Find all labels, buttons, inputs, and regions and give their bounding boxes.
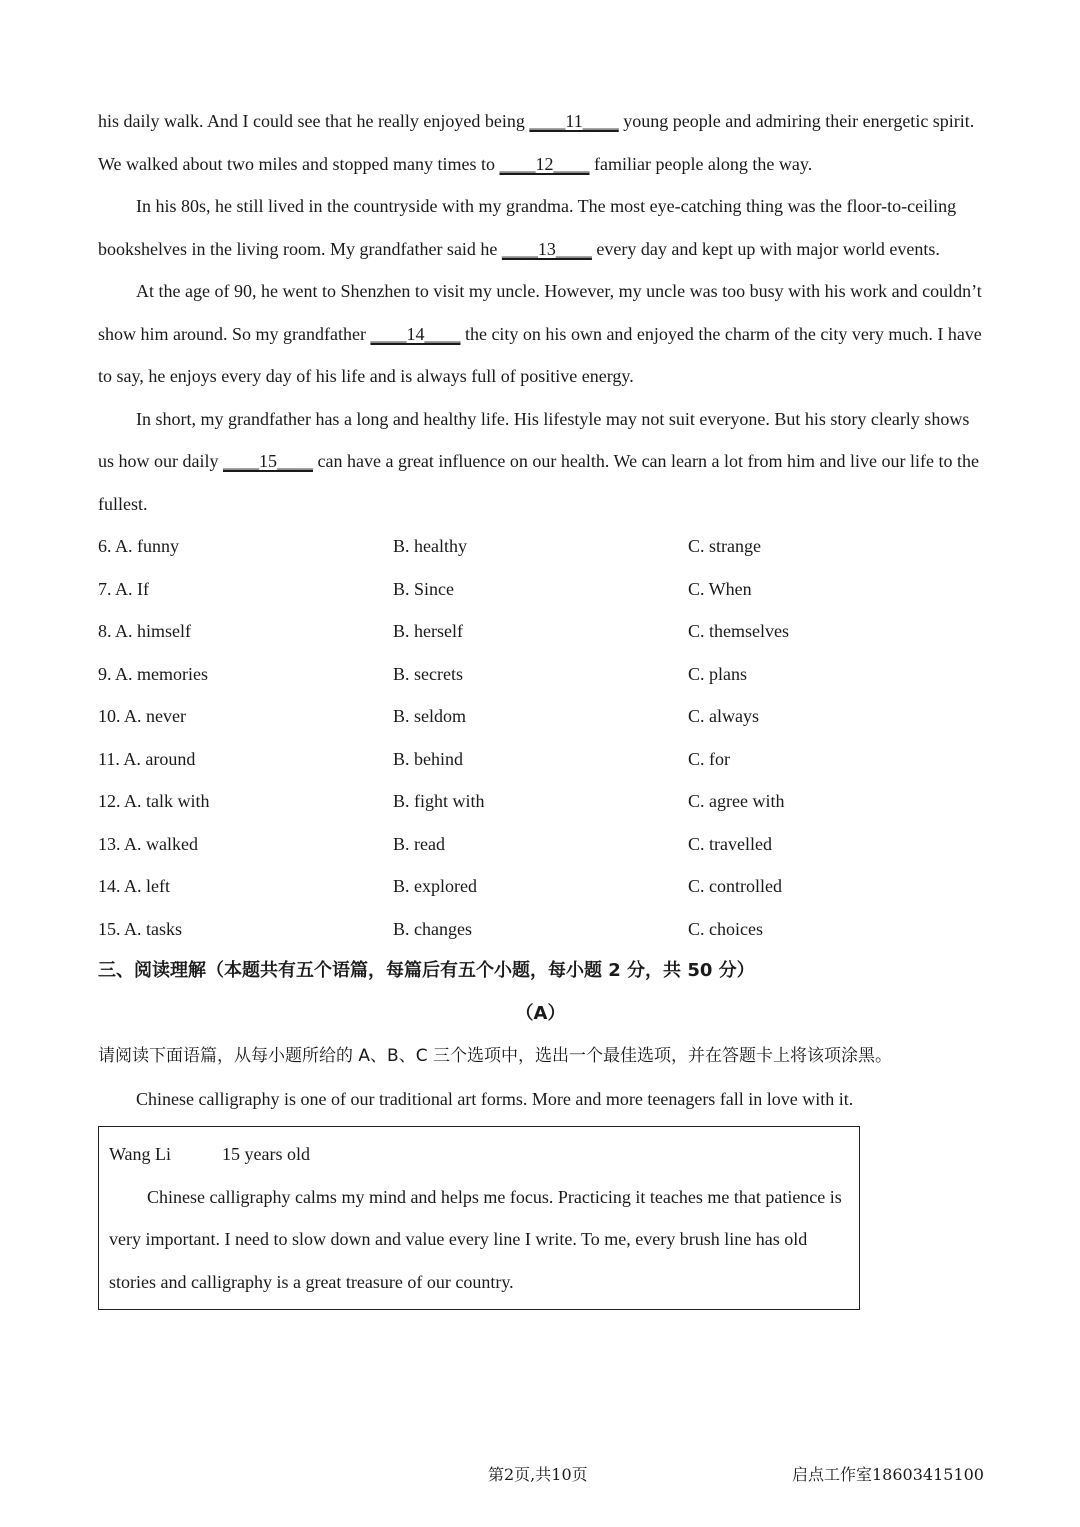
page-footer	[0, 1462, 1080, 1488]
question-row-9	[98, 653, 983, 696]
passage-text: young people and admiring their energetic spirit. We walked about two miles and stopped many times to	[98, 111, 975, 174]
option-b: B. explored	[393, 876, 477, 896]
option-a: 12. A. talk with	[98, 791, 210, 811]
passage-text: his daily walk. And I could see that he really enjoyed being	[98, 111, 530, 131]
option-a: 7. A. If	[98, 578, 149, 599]
section-instruction: 请阅读下面语篇，从每小题所给的 A、B、C 三个选项中，选出一个最佳选项，并在答题卡上将该项涂黑。	[98, 1046, 892, 1066]
studio-contact: 启点工作室18603415100	[792, 1465, 984, 1484]
option-c: C. travelled	[688, 833, 772, 854]
student-age: 15 years old	[222, 1144, 310, 1164]
page-number: 第2页,共10页	[488, 1465, 588, 1484]
blank-15: ____15____	[223, 451, 313, 471]
option-a: 14. A. left	[98, 876, 170, 896]
passage-paragraph-1	[98, 100, 983, 185]
passage-text: At the age of 90, he went to Shenzhen to visit my uncle. However, my uncle was too busy with his work and couldn’t show him around. So my grandfather	[98, 281, 982, 344]
question-row-6	[98, 525, 983, 568]
option-b: B. seldom	[393, 706, 467, 726]
passage-text: In short, my grandfather has a long and healthy life. His lifestyle may not suit everyone. But his story clearly shows us how our daily	[98, 408, 970, 471]
passage-text: the city on his own and enjoyed the charm of the city very much. I have to say, he enjoys every day of his life and is always full of positive energy.	[98, 323, 982, 386]
passage-text: every day and kept up with major world events.	[591, 238, 940, 259]
option-a: 11. A. around	[98, 748, 196, 769]
option-b: B. secrets	[393, 663, 463, 684]
document-page	[98, 100, 983, 1310]
passage-paragraph-2	[98, 185, 983, 270]
option-a: 6. A. funny	[98, 536, 179, 556]
option-c: C. When	[688, 578, 752, 599]
option-c: C. strange	[688, 536, 761, 556]
option-b: B. fight with	[393, 791, 485, 811]
testimonial-box	[98, 1126, 860, 1310]
question-row-12	[98, 780, 983, 823]
question-row-14	[98, 865, 983, 908]
option-c: C. agree with	[688, 791, 785, 811]
option-a: 8. A. himself	[98, 621, 191, 641]
question-row-10	[98, 695, 983, 738]
option-a: 15. A. tasks	[98, 918, 183, 939]
option-b: B. healthy	[393, 536, 467, 556]
option-b: B. read	[393, 833, 445, 854]
passage-subheading: （A）	[515, 1002, 566, 1024]
question-row-15	[98, 908, 983, 951]
passage-text: familiar people along the way.	[589, 153, 813, 174]
option-c: C. always	[688, 706, 759, 726]
testimonial-text: Chinese calligraphy calms my mind and helps me focus. Practicing it teaches me that patience is very important. I need to slow down and value every line I write. To me, every brush line has old stories and calligraphy is a great treasure of our country.	[109, 1186, 842, 1292]
question-row-13	[98, 823, 983, 866]
question-row-8	[98, 610, 983, 653]
option-b: B. Since	[393, 578, 454, 599]
option-c: C. for	[688, 748, 730, 769]
passage-intro: Chinese calligraphy is one of our traditional art forms. More and more teenagers fall in love with it.	[136, 1088, 854, 1109]
blank-13: ____13____	[501, 238, 592, 259]
blank-11: ____11____	[529, 111, 619, 131]
question-row-7	[98, 568, 983, 611]
option-a: 9. A. memories	[98, 663, 208, 684]
option-b: B. changes	[393, 918, 472, 939]
blank-14: ____14____	[370, 323, 461, 344]
testimonial-header	[109, 1133, 849, 1176]
option-a: 13. A. walked	[98, 833, 198, 854]
passage-text: In his 80s, he still lived in the countryside with my grandma. The most eye-catching thing was the floor-to-ceiling bookshelves in the living room. My grandfather said he	[98, 196, 957, 259]
option-c: C. choices	[688, 918, 763, 939]
passage-paragraph-4	[98, 398, 983, 526]
passage-paragraph-3	[98, 270, 983, 398]
option-b: B. herself	[393, 621, 463, 641]
question-row-11	[98, 738, 983, 781]
option-c: C. plans	[688, 663, 748, 684]
passage-text: can have a great influence on our health. We can learn a lot from him and live our life to the fullest.	[98, 451, 979, 514]
student-name: Wang Li	[109, 1144, 172, 1164]
option-c: C. controlled	[688, 876, 782, 896]
option-c: C. themselves	[688, 621, 789, 641]
blank-12: ____12____	[499, 153, 590, 174]
option-a: 10. A. never	[98, 706, 186, 726]
answer-options	[98, 525, 983, 950]
option-b: B. behind	[393, 748, 463, 769]
section-heading: 三、阅读理解（本题共有五个语篇，每篇后有五个小题，每小题 2 分，共 50 分）	[98, 960, 755, 981]
